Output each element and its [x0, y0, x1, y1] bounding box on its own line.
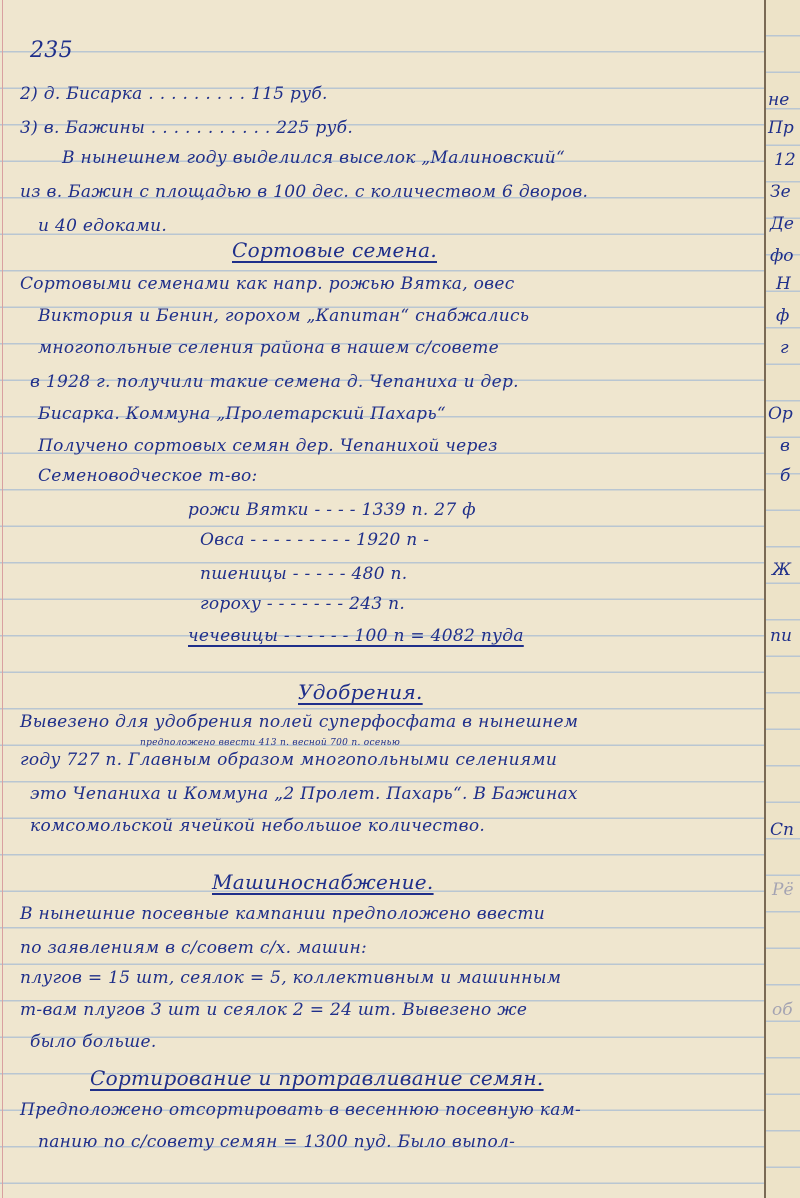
edge-fragment: Н	[776, 274, 791, 294]
text-line: году 727 п. Главным образом многопольными селениями	[20, 750, 558, 770]
seed-row: гороху - - - - - - - 243 п.	[200, 594, 406, 614]
edge-fragment: Сп	[770, 820, 794, 840]
edge-fragment: Де	[770, 214, 794, 234]
text-line: 3) в. Бажины . . . . . . . . . . . 225 руб.	[20, 118, 354, 138]
edge-fragment: пи	[770, 626, 792, 646]
text-line: и 40 едоками.	[38, 216, 168, 236]
text-line: Вывезено для удобрения полей суперфосфата в нынешнем	[20, 712, 579, 732]
edge-fragment: Ор	[768, 404, 793, 424]
text-line: это Чепаниха и Коммуна „2 Пролет. Пахарь“. В Бажинах	[30, 784, 578, 804]
edge-fragment: г	[780, 338, 789, 358]
text-line: Виктория и Бенин, горохом „Капитан“ снабжались	[38, 306, 530, 326]
text-line: В нынешние посевные кампании предположено ввести	[20, 904, 546, 924]
text-line: т-вам плугов 3 шт и сеялок 2 = 24 шт. Вывезено же	[20, 1000, 528, 1020]
text-line: 2) д. Бисарка . . . . . . . . . 115 руб.	[20, 84, 328, 104]
edge-fragment: Зе	[770, 182, 791, 202]
text-line: Предположено отсортировать в весеннюю посевную кам-	[20, 1100, 582, 1120]
text-line: в 1928 г. получили такие семена д. Чепаниха и дер.	[30, 372, 519, 392]
text-line: по заявлениям в с/совет с/х. машин:	[20, 938, 368, 958]
edge-fragment: фо	[770, 246, 794, 266]
edge-fragment: ф	[776, 306, 790, 326]
text-line: комсомольской ячейкой небольшое количество.	[30, 816, 486, 836]
text-line: Сортовыми семенами как напр. рожью Вятка, овес	[20, 274, 515, 294]
seed-row-total: чечевицы - - - - - - 100 п = 4082 пуда	[188, 626, 524, 646]
edge-fragment: не	[768, 90, 790, 110]
edge-fragment: Ж	[772, 560, 792, 580]
seed-row: пшеницы - - - - - 480 п.	[200, 564, 408, 584]
insertion-note: предположено ввести 413 п. весной 700 п. осенью	[140, 738, 401, 748]
section-heading: Машиноснабжение.	[212, 870, 434, 894]
text-line: из в. Бажин с площадью в 100 дес. с количеством 6 дворов.	[20, 182, 589, 202]
text-line: Получено сортовых семян дер. Чепанихой через	[38, 436, 498, 456]
text-line: плугов = 15 шт, сеялок = 5, коллективным и машинным	[20, 968, 562, 988]
text-line: панию по с/совету семян = 1300 пуд. Было выпол-	[38, 1132, 516, 1152]
text-line: В нынешнем году выделился выселок „Малиновский“	[62, 148, 566, 168]
edge-fragment: об	[772, 1000, 793, 1020]
edge-fragment: Пр	[768, 118, 794, 138]
seed-row: Овса - - - - - - - - - 1920 п -	[200, 530, 430, 550]
edge-fragment: 12	[774, 150, 796, 170]
adjacent-page-edge	[764, 0, 800, 1198]
margin-line	[2, 0, 3, 1198]
page-number: 235	[30, 38, 73, 63]
section-heading: Удобрения.	[298, 680, 423, 704]
edge-fragment: б	[780, 466, 791, 486]
text-line: Бисарка. Коммуна „Пролетарский Пахарь“	[38, 404, 446, 424]
edge-fragment: в	[780, 436, 790, 456]
text-line: было больше.	[30, 1032, 157, 1052]
text-line: многопольные селения района в нашем с/совете	[38, 338, 499, 358]
seed-row: рожи Вятки - - - - 1339 п. 27 ф	[188, 500, 476, 520]
edge-fragment: Рё	[772, 880, 794, 900]
text-line: Семеноводческое т-во:	[38, 466, 258, 486]
section-heading: Сортовые семена.	[232, 238, 437, 262]
section-heading: Сортирование и протравливание семян.	[90, 1066, 544, 1090]
